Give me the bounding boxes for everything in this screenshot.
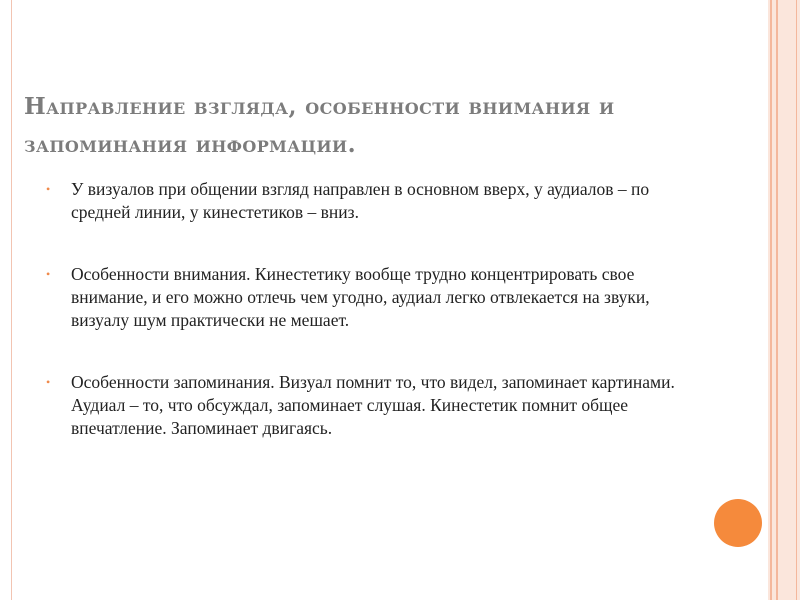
bullet-icon: • <box>46 182 51 196</box>
bullet-icon: • <box>46 267 51 281</box>
orange-circle-decoration <box>714 499 762 547</box>
bullet-text: Особенности внимания. Кинестетику вообще трудно концентрировать свое внимание, и его можно отлечь чем угодно, аудиал легко отвлекается на звуки, визуалу шум практически не мешает. <box>71 264 650 330</box>
left-frame-line <box>11 0 12 600</box>
bullet-icon: • <box>46 375 51 389</box>
bullet-item-attention <box>46 263 686 332</box>
right-band-stripe <box>796 0 797 600</box>
bullet-list <box>46 178 686 479</box>
bullet-text: Особенности запоминания. Визуал помнит то, что видел, запоминает картинами. Аудиал – то, что обсуждал, запоминает слушая. Кинестетик помнит общее впечатление. Запоминает двигаясь. <box>71 372 675 438</box>
right-band-stripe <box>776 0 778 600</box>
slide-title: Направление взгляда, особенности внимания и запоминания информации. <box>24 93 615 158</box>
bullet-text: У визуалов при общении взгляд направлен в основном вверх, у аудиалов – по средней линии, у кинестетиков – вниз. <box>71 179 650 222</box>
bullet-item-memory <box>46 371 686 440</box>
bullet-item-gaze <box>46 178 686 224</box>
right-band-stripe <box>770 0 772 600</box>
